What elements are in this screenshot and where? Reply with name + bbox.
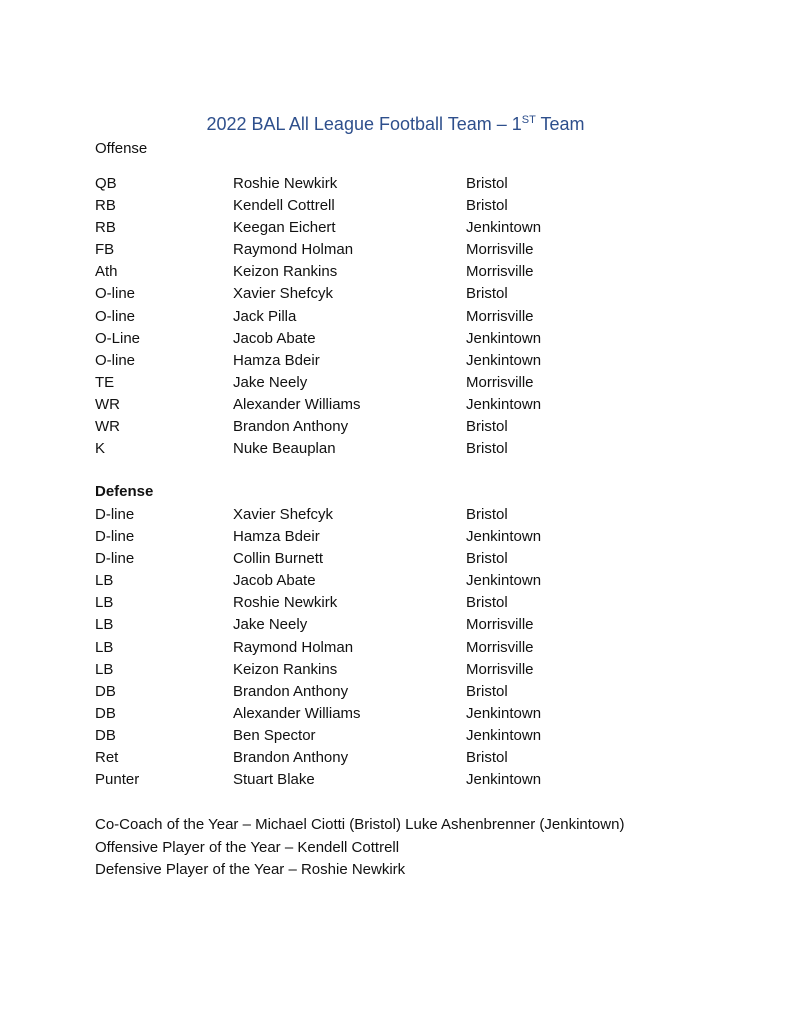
team-cell: Bristol <box>466 175 508 192</box>
position-cell: D-line <box>95 528 135 546</box>
player-name-cell: Collin Burnett <box>233 550 324 568</box>
player-name-cell: Roshie Newkirk <box>233 594 338 612</box>
position-cell: LB <box>95 660 114 678</box>
position-cell: D-line <box>95 506 135 523</box>
team-cell: Morrisville <box>466 638 534 656</box>
team-cell: Bristol <box>466 418 508 436</box>
position-cell: Ret <box>95 749 119 767</box>
team-cell: Jenkintown <box>466 329 542 347</box>
defense-row <box>95 747 775 769</box>
team-cell: Jenkintown <box>466 351 542 369</box>
player-name-cell: Brandon Anthony <box>233 749 349 767</box>
team-cell: Jenkintown <box>466 219 542 237</box>
player-name-cell: Xavier Shefcyk <box>233 506 334 523</box>
defense-row <box>95 681 775 703</box>
player-name-cell: Kendell Cottrell <box>233 197 335 215</box>
team-cell: Morrisville <box>466 660 534 678</box>
offense-row <box>95 328 775 350</box>
position-cell: O-line <box>95 351 136 369</box>
team-cell: Bristol <box>466 197 508 215</box>
offense-row <box>95 416 775 438</box>
position-cell: LB <box>95 638 114 656</box>
player-name-cell: Roshie Newkirk <box>233 175 338 192</box>
offense-row <box>95 261 775 283</box>
player-name-cell: Jacob Abate <box>233 329 316 347</box>
offense-row <box>95 283 775 305</box>
team-cell: Jenkintown <box>466 726 542 744</box>
team-cell: Jenkintown <box>466 704 542 722</box>
player-name-cell: Alexander Williams <box>233 395 361 413</box>
defense-row <box>95 504 775 526</box>
position-cell: RB <box>95 219 116 237</box>
position-cell: K <box>95 440 106 458</box>
offense-row <box>95 438 775 460</box>
player-name-cell: Jake Neely <box>233 373 308 391</box>
offense-row <box>95 372 775 394</box>
position-cell: TE <box>95 373 115 391</box>
position-cell: LB <box>95 572 114 590</box>
defense-row <box>95 548 775 570</box>
player-name-cell: Jacob Abate <box>233 572 316 590</box>
defense-row <box>95 637 775 659</box>
player-name-cell: Xavier Shefcyk <box>233 285 334 303</box>
offense-roster <box>95 173 775 460</box>
position-cell: DB <box>95 704 116 722</box>
player-name-cell: Raymond Holman <box>233 638 354 656</box>
position-cell: WR <box>95 418 120 436</box>
player-name-cell: Raymond Holman <box>233 241 354 259</box>
defense-row <box>95 570 775 592</box>
position-cell: O-Line <box>95 329 141 347</box>
position-cell: Punter <box>95 771 140 789</box>
player-name-cell: Alexander Williams <box>233 704 361 722</box>
awards-list <box>95 814 785 882</box>
team-cell: Bristol <box>466 594 508 612</box>
team-cell: Morrisville <box>466 373 534 391</box>
player-name-cell: Keizon Rankins <box>233 263 338 281</box>
position-cell: LB <box>95 616 114 634</box>
position-cell: WR <box>95 395 120 413</box>
position-cell: Ath <box>95 263 118 281</box>
position-cell: O-line <box>95 285 136 303</box>
offense-row <box>95 239 775 261</box>
offense-row <box>95 350 775 372</box>
position-cell: FB <box>95 241 115 259</box>
player-name-cell: Keegan Eichert <box>233 219 336 237</box>
player-name-cell: Stuart Blake <box>233 771 315 789</box>
team-cell: Morrisville <box>466 241 534 259</box>
defense-row <box>95 592 775 614</box>
team-cell: Bristol <box>466 285 508 303</box>
player-name-cell: Hamza Bdeir <box>233 351 320 369</box>
team-cell: Jenkintown <box>466 771 542 789</box>
team-cell: Bristol <box>466 749 508 767</box>
position-cell: O-line <box>95 307 136 325</box>
team-cell: Jenkintown <box>466 395 542 413</box>
player-name-cell: Brandon Anthony <box>233 682 349 700</box>
award-line: Co-Coach of the Year – Michael Ciotti (Bristol) Luke Ashenbrenner (Jenkintown) <box>95 816 625 833</box>
title-superscript: ST <box>521 114 536 126</box>
player-name-cell: Jake Neely <box>233 616 308 634</box>
offense-row <box>95 394 775 416</box>
player-name-cell: Keizon Rankins <box>233 660 338 678</box>
defense-roster <box>95 504 775 791</box>
team-cell: Bristol <box>466 506 508 523</box>
page-title <box>0 112 791 136</box>
team-cell: Jenkintown <box>466 572 542 590</box>
team-cell: Morrisville <box>466 307 534 325</box>
offense-row <box>95 173 775 195</box>
defense-row <box>95 659 775 681</box>
player-name-cell: Brandon Anthony <box>233 418 349 436</box>
position-cell: D-line <box>95 550 135 568</box>
title-main: 2022 BAL All League Football Team – 1 <box>206 114 522 134</box>
defense-row <box>95 769 775 791</box>
defense-row <box>95 526 775 548</box>
award-line: Defensive Player of the Year – Roshie Newkirk <box>95 861 406 878</box>
title-tail: Team <box>535 114 585 134</box>
player-name-cell: Ben Spector <box>233 726 316 744</box>
offense-row <box>95 195 775 217</box>
offense-heading: Offense <box>95 140 148 157</box>
defense-row <box>95 703 775 725</box>
team-cell: Morrisville <box>466 263 534 281</box>
defense-heading: Defense <box>95 483 154 500</box>
award-line: Offensive Player of the Year – Kendell Cottrell <box>95 838 400 856</box>
defense-row <box>95 725 775 747</box>
player-name-cell: Hamza Bdeir <box>233 528 320 546</box>
offense-row <box>95 306 775 328</box>
position-cell: QB <box>95 175 117 192</box>
team-cell: Bristol <box>466 440 508 458</box>
defense-row <box>95 614 775 636</box>
offense-row <box>95 217 775 239</box>
position-cell: DB <box>95 726 116 744</box>
team-cell: Bristol <box>466 550 508 568</box>
player-name-cell: Nuke Beauplan <box>233 440 336 458</box>
team-cell: Morrisville <box>466 616 534 634</box>
team-cell: Jenkintown <box>466 528 542 546</box>
team-cell: Bristol <box>466 682 508 700</box>
player-name-cell: Jack Pilla <box>233 307 297 325</box>
position-cell: RB <box>95 197 116 215</box>
position-cell: LB <box>95 594 114 612</box>
position-cell: DB <box>95 682 116 700</box>
